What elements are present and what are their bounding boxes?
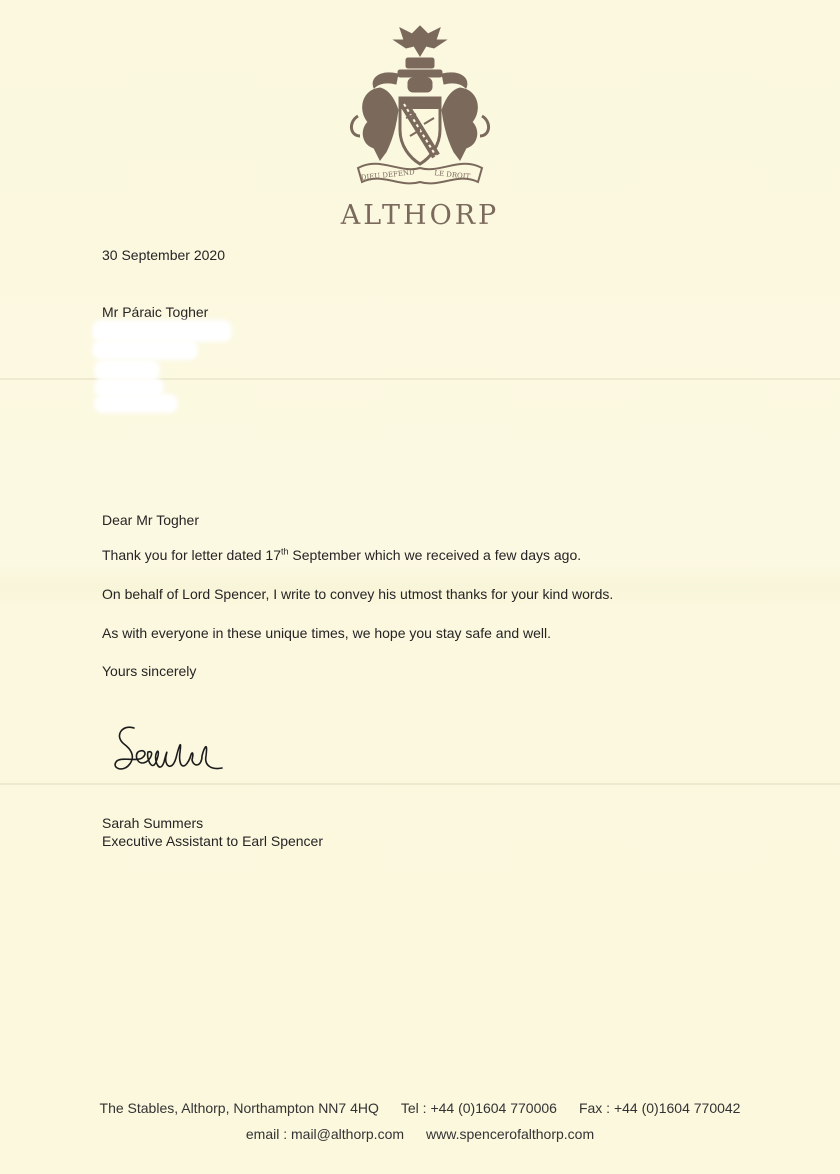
redacted-address-line bbox=[94, 360, 160, 380]
paragraph-3: As with everyone in these unique times, we hope you stay safe and well. bbox=[102, 625, 552, 641]
salutation: Dear Mr Togher bbox=[102, 512, 200, 528]
letterhead-brand: ALTHORP bbox=[340, 200, 500, 231]
date-ordinal-suffix: th bbox=[281, 546, 289, 557]
signatory-title: Executive Assistant to Earl Spencer bbox=[102, 833, 323, 849]
closing: Yours sincerely bbox=[102, 663, 197, 679]
footer-address: The Stables, Althorp, Northampton NN7 4HQ bbox=[99, 1100, 379, 1116]
svg-text:DIEU DEFEND: DIEU DEFEND bbox=[360, 168, 416, 182]
coat-of-arms-icon bbox=[340, 18, 500, 193]
redacted-address-line bbox=[92, 320, 232, 342]
recipient-name: Mr Páraic Togher bbox=[102, 304, 209, 320]
footer-website: www.spencerofalthorp.com bbox=[426, 1126, 595, 1142]
footer-line-2 bbox=[0, 1126, 840, 1142]
redacted-address-line bbox=[94, 394, 178, 413]
letter-date: 30 September 2020 bbox=[102, 247, 225, 263]
paragraph-1-text-a: Thank you for letter dated 17 bbox=[102, 547, 281, 563]
handwritten-signature bbox=[112, 722, 227, 778]
footer-line-1 bbox=[0, 1100, 840, 1116]
paragraph-1 bbox=[102, 546, 581, 564]
signatory-name: Sarah Summers bbox=[102, 815, 204, 831]
footer-tel: Tel : +44 (0)1604 770006 bbox=[400, 1100, 557, 1116]
paragraph-2: On behalf of Lord Spencer, I write to convey his utmost thanks for your kind words. bbox=[102, 586, 614, 602]
paper-fold-line bbox=[0, 783, 840, 785]
footer-email: email : mail@althorp.com bbox=[245, 1126, 405, 1142]
svg-text:LE DROIT: LE DROIT bbox=[433, 169, 471, 181]
footer-fax: Fax : +44 (0)1604 770042 bbox=[578, 1100, 741, 1116]
redacted-address-line bbox=[92, 340, 198, 360]
paragraph-1-text-b: September which we received a few days ago. bbox=[288, 547, 582, 563]
